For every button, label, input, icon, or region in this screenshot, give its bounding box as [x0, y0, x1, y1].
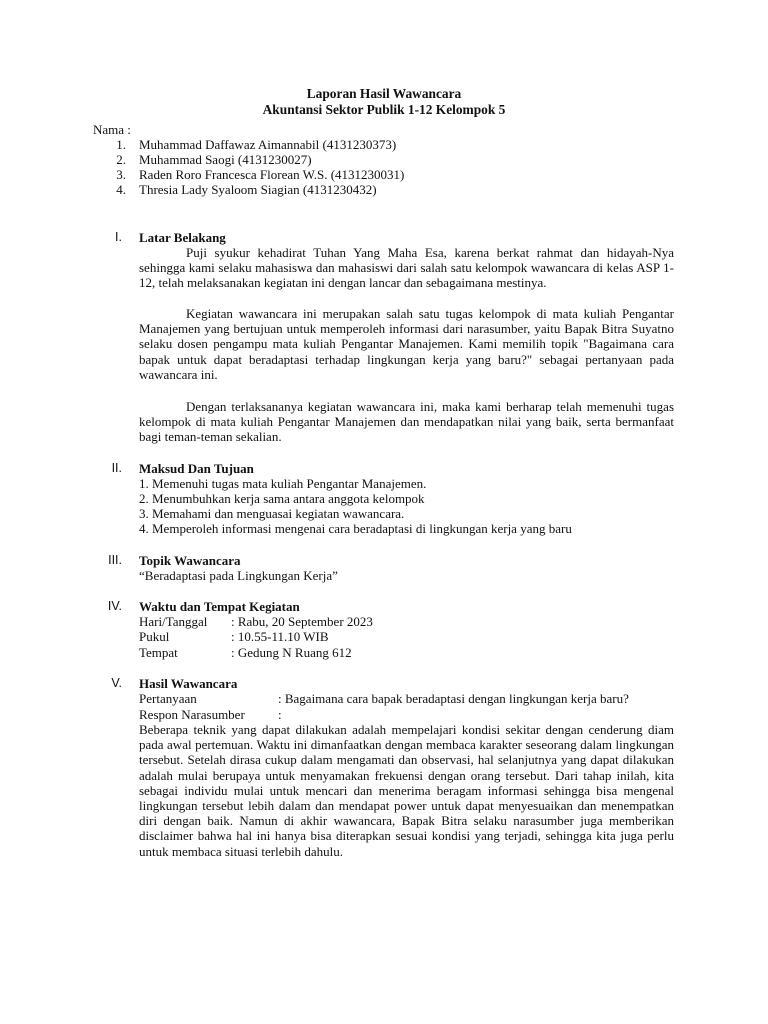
- schedule-label: Pukul: [139, 629, 170, 644]
- member-name: Thresia Lady Syaloom Siagian (4131230432): [139, 182, 377, 197]
- section-1-number: I.: [115, 230, 122, 244]
- schedule-label: Hari/Tanggal: [139, 614, 208, 629]
- member-number: 2.: [116, 152, 126, 167]
- objective-item: 1. Memenuhi tugas mata kuliah Pengantar Manajemen.: [139, 476, 427, 491]
- member-name: Raden Roro Francesca Florean W.S. (4131230031): [139, 167, 405, 182]
- interview-topic: “Beradaptasi pada Lingkungan Kerja”: [139, 568, 338, 583]
- document-title: Laporan Hasil Wawancara: [306, 86, 462, 101]
- section-1-paragraph-1: Puji syukur kehadirat Tuhan Yang Maha Esa, karena berkat rahmat dan hidayah-Nya sehingga kami selaku mahasiswa dan mahasiswi dari salah satu kelompok wawancara di kelas ASP 1-12, telah melaksanakan kegiatan ini dengan lancar dan sebagaimana mestinya.: [139, 245, 674, 291]
- schedule-value: : 10.55-11.10 WIB: [231, 629, 329, 644]
- members-label: Nama :: [93, 122, 131, 137]
- section-1-paragraph-3: Dengan terlaksananya kegiatan wawancara ini, maka kami berharap telah memenuhi tugas kelompok di mata kuliah Pengantar Manajemen dan mendapatkan nilai yang baik, serta bermanfaat bagi teman-teman sekalian.: [139, 399, 674, 445]
- response-label: Respon Narasumber: [139, 707, 245, 722]
- response-colon: :: [278, 707, 282, 722]
- schedule-label: Tempat: [139, 645, 178, 660]
- objective-item: 2. Menumbuhkan kerja sama antara anggota kelompok: [139, 491, 425, 506]
- response-text: Beberapa teknik yang dapat dilakukan adalah mempelajari kondisi sekitar dengan cenderung diam pada awal pertemuan. Waktu ini dimanfaatkan dengan membaca karakter seseorang dalam lingkungan tersebut. Setelah dirasa cukup dalam mengamati dan observasi, hal selanjutnya yang dapat dilakukan adalah mulai berupaya untuk menyamakan frekuensi dengan orang tersebut. Dari tahap inilah, kita sebagai individu mulai untuk mencari dan menerima beragam informasi sehingga bisa mengenal lingkungan tersebut lebih dalam dan mendapat power untuk dapat menyesuaikan dan menempatkan diri dengan baik. Namun di akhir wawancara, Bapak Bitra selaku narasumber juga memberikan disclaimer bahwa hal ini hanya bisa diterapkan sesuai kondisi yang terjadi, sehingga kita juga perlu untuk membaca situasi terlebih dahulu.: [139, 722, 674, 859]
- section-2-heading: Maksud Dan Tujuan: [139, 461, 254, 476]
- member-number: 4.: [116, 182, 126, 197]
- schedule-value: : Rabu, 20 September 2023: [231, 614, 373, 629]
- member-name: Muhammad Saogi (4131230027): [139, 152, 312, 167]
- member-number: 3.: [116, 167, 126, 182]
- section-5-heading: Hasil Wawancara: [139, 676, 238, 691]
- section-3-number: III.: [108, 553, 122, 567]
- section-3-heading: Topik Wawancara: [139, 553, 241, 568]
- member-number: 1.: [116, 137, 126, 152]
- section-2-number: II.: [111, 461, 122, 475]
- section-1-paragraph-2: Kegiatan wawancara ini merupakan salah satu tugas kelompok di mata kuliah Pengantar Manajemen yang bertujuan untuk memperoleh informasi dari narasumber, yaitu Bapak Bitra Suyatno selaku dosen pengampu mata kuliah Pengantar Manajemen. Kami memilih topik "Bagaimana cara bapak untuk dapat beradaptasi terhadap lingkungan kerja yang baru?" sebagai pertanyaan pada wawancara ini.: [139, 306, 674, 382]
- section-4-number: IV.: [107, 599, 122, 613]
- schedule-value: : Gedung N Ruang 612: [231, 645, 352, 660]
- question-value: : Bagaimana cara bapak beradaptasi dengan lingkungan kerja baru?: [278, 691, 629, 706]
- document-subtitle: Akuntansi Sektor Publik 1-12 Kelompok 5: [262, 102, 506, 117]
- section-1-heading: Latar Belakang: [139, 230, 226, 245]
- question-label: Pertanyaan: [139, 691, 197, 706]
- objective-item: 4. Memperoleh informasi mengenai cara beradaptasi di lingkungan kerja yang baru: [139, 521, 572, 536]
- objective-item: 3. Memahami dan menguasai kegiatan wawancara.: [139, 506, 405, 521]
- section-5-number: V.: [111, 676, 122, 690]
- member-name: Muhammad Daffawaz Aimannabil (4131230373): [139, 137, 397, 152]
- section-4-heading: Waktu dan Tempat Kegiatan: [139, 599, 300, 614]
